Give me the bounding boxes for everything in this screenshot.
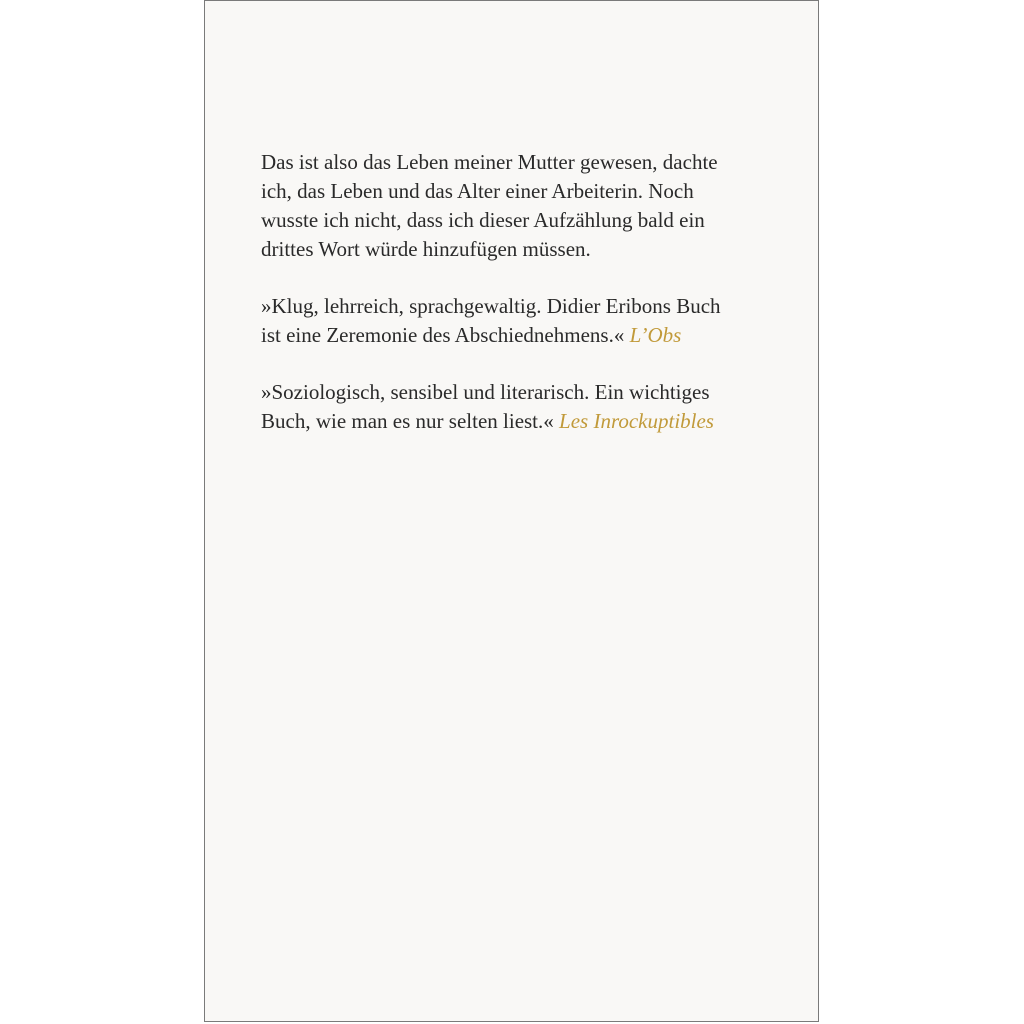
review-quote-inrockuptibles bbox=[261, 378, 781, 436]
quote-line: ist eine Zeremonie des Abschiednehmens.« bbox=[261, 323, 625, 347]
excerpt-paragraph bbox=[261, 148, 781, 264]
review-quote-lobs bbox=[261, 292, 781, 350]
excerpt-line: wusste ich nicht, dass ich dieser Aufzählung bald ein bbox=[261, 208, 705, 232]
quote-line: »Klug, lehrreich, sprachgewaltig. Didier Eribons Buch bbox=[261, 294, 721, 318]
book-back-cover bbox=[204, 0, 819, 1022]
quote-line: »Soziologisch, sensibel und literarisch. Ein wichtiges bbox=[261, 380, 710, 404]
quote-source: Les Inrockuptibles bbox=[559, 409, 714, 433]
excerpt-line: Das ist also das Leben meiner Mutter gewesen, dachte bbox=[261, 150, 718, 174]
quote-line: Buch, wie man es nur selten liest.« bbox=[261, 409, 554, 433]
excerpt-line: ich, das Leben und das Alter einer Arbeiterin. Noch bbox=[261, 179, 694, 203]
cover-text-block bbox=[261, 148, 781, 464]
quote-source: L’Obs bbox=[629, 323, 682, 347]
excerpt-line: drittes Wort würde hinzufügen müssen. bbox=[261, 237, 591, 261]
